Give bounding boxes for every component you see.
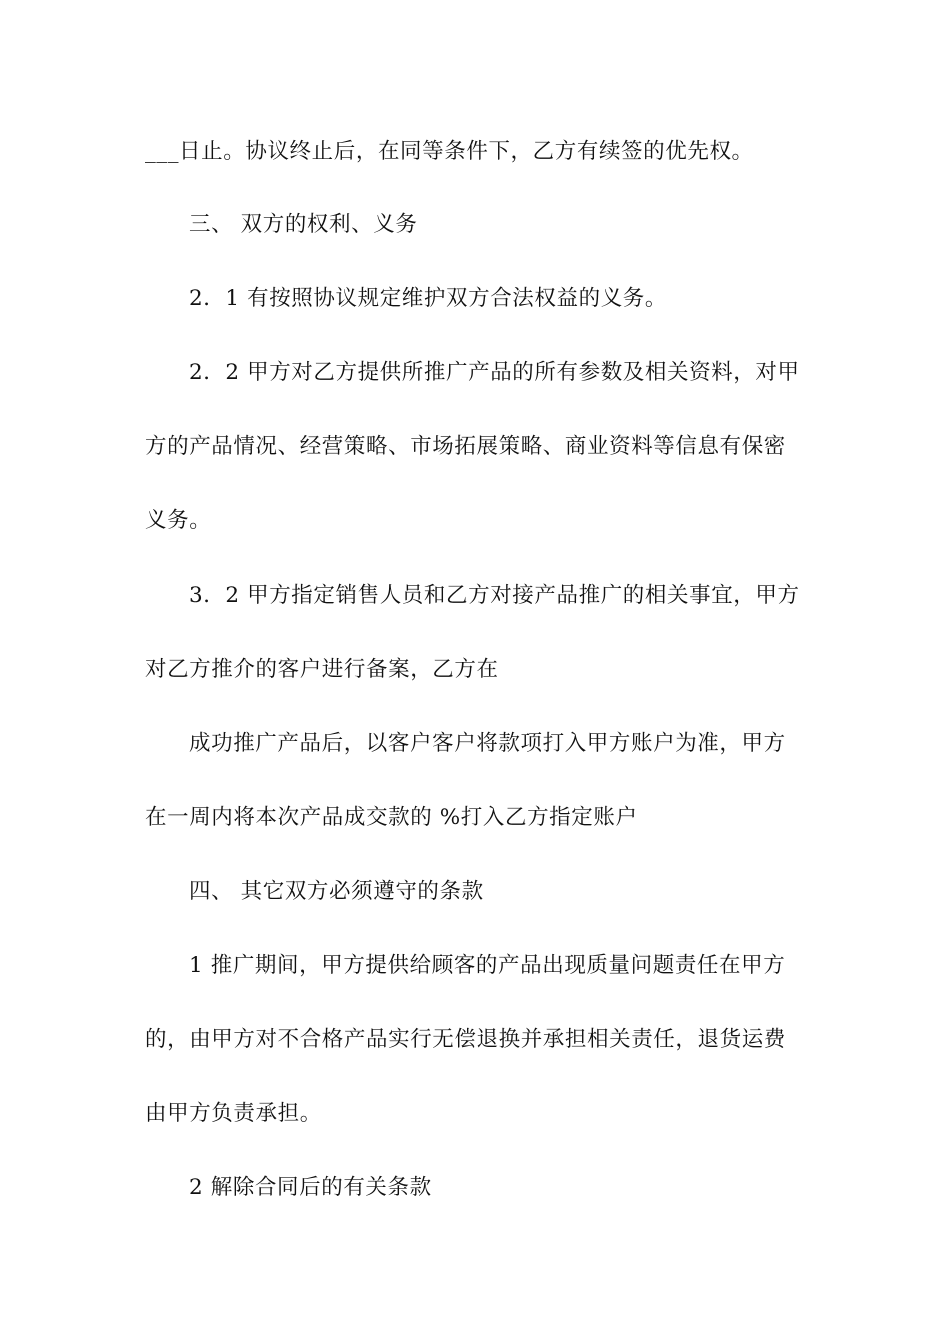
term-2: 2 解除合同后的有关条款 — [189, 1175, 432, 1200]
clause-3-2-line-1: 3．2 甲方指定销售人员和乙方对接产品推广的相关事宜，甲方 — [189, 583, 800, 608]
section-heading-rights-obligations: 三、 双方的权利、义务 — [189, 212, 418, 237]
clause-3-2-line-2: 对乙方推介的客户进行备案，乙方在 — [145, 657, 499, 682]
clause-2-2-line-3: 义务。 — [145, 508, 212, 533]
body-line-term-end: ___日止。协议终止后，在同等条件下，乙方有续签的优先权。 — [145, 139, 754, 164]
clause-3-2-line-4: 在一周内将本次产品成交款的 %打入乙方指定账户 — [145, 805, 638, 830]
clause-3-2-line-3: 成功推广产品后，以客户客户将款项打入甲方账户为准，甲方 — [189, 731, 786, 756]
section-heading-other-terms: 四、 其它双方必须遵守的条款 — [189, 879, 484, 904]
term-1-line-3: 由甲方负责承担。 — [145, 1101, 322, 1126]
clause-2-2-line-1: 2．2 甲方对乙方提供所推广产品的所有参数及相关资料，对甲 — [189, 360, 800, 385]
term-1-line-2: 的，由甲方对不合格产品实行无偿退换并承担相关责任，退货运费 — [145, 1027, 786, 1052]
clause-2-1: 2．1 有按照协议规定维护双方合法权益的义务。 — [189, 286, 667, 311]
clause-2-2-line-2: 方的产品情况、经营策略、市场拓展策略、商业资料等信息有保密 — [145, 434, 786, 459]
term-1-line-1: 1 推广期间，甲方提供给顾客的产品出现质量问题责任在甲方 — [189, 953, 786, 978]
